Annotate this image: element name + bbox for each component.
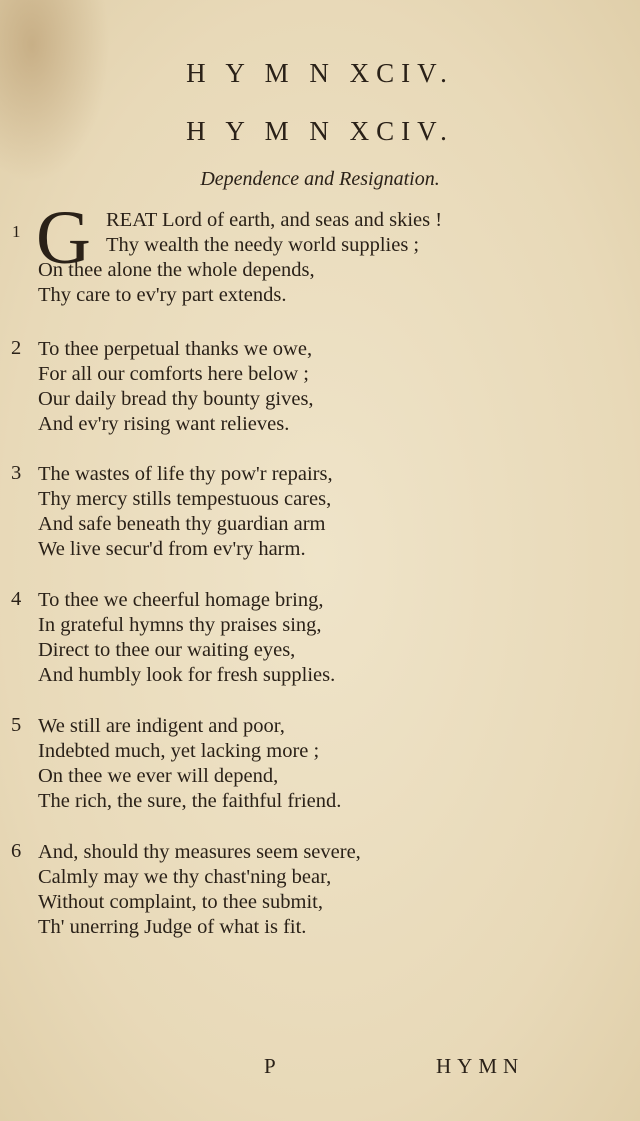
- verse-line: For all our comforts here below ;: [38, 363, 309, 385]
- stanza-number: 4: [11, 588, 22, 610]
- verse-line: REAT Lord of earth, and seas and skies !: [106, 209, 443, 231]
- signature-mark: P: [264, 1054, 276, 1078]
- stanza-2: [0, 337, 640, 437]
- stanza-number: 3: [11, 462, 22, 484]
- verse-line: Thy wealth the needy world supplies ;: [106, 234, 420, 256]
- verse-line: On thee we ever will depend,: [38, 765, 279, 787]
- verse-line: And, should thy measures seem severe,: [38, 841, 361, 863]
- stanza-4: [0, 588, 640, 688]
- stanza-6: [0, 840, 640, 940]
- verse-line: To thee perpetual thanks we owe,: [38, 338, 313, 360]
- verse-line: We still are indigent and poor,: [38, 715, 285, 737]
- verse-line: Thy mercy stills tempestuous cares,: [38, 488, 332, 510]
- verse-line: Our daily bread thy bounty gives,: [38, 388, 314, 410]
- stanza-1: [0, 208, 640, 308]
- stanza-number: 2: [11, 337, 22, 359]
- stanza-3: [0, 462, 640, 562]
- verse-line: Direct to thee our waiting eyes,: [38, 639, 296, 661]
- running-head: H Y M N XCIV.: [186, 58, 454, 88]
- verse-line: The rich, the sure, the faithful friend.: [38, 790, 342, 812]
- stanza-number: 5: [11, 714, 22, 736]
- stanza-number: 1: [12, 222, 21, 241]
- verse-line: Th' unerring Judge of what is fit.: [38, 916, 307, 938]
- verse-line: We live secur'd from ev'ry harm.: [38, 538, 306, 560]
- verse-line: And safe beneath thy guardian arm: [38, 513, 326, 535]
- hymn-title: H Y M N XCIV.: [186, 116, 454, 146]
- verse-line: On thee alone the whole depends,: [38, 259, 315, 281]
- verse-line: To thee we cheerful homage bring,: [38, 589, 324, 611]
- verse-line: And humbly look for fresh supplies.: [38, 664, 336, 686]
- drop-cap: G: [36, 196, 91, 280]
- verse-line: In grateful hymns thy praises sing,: [38, 614, 322, 636]
- verse-line: And ev'ry rising want relieves.: [38, 413, 290, 435]
- verse-line: The wastes of life thy pow'r repairs,: [38, 463, 333, 485]
- stanza-5: [0, 714, 640, 814]
- hymn-subtitle: Dependence and Resignation.: [200, 168, 440, 190]
- verse-line: Indebted much, yet lacking more ;: [38, 740, 320, 762]
- catchword: HYMN: [436, 1054, 525, 1078]
- stanza-number: 6: [11, 840, 22, 862]
- verse-line: Calmly may we thy chast'ning bear,: [38, 866, 332, 888]
- verse-line: Without complaint, to thee submit,: [38, 891, 323, 913]
- verse-line: Thy care to ev'ry part extends.: [38, 284, 287, 306]
